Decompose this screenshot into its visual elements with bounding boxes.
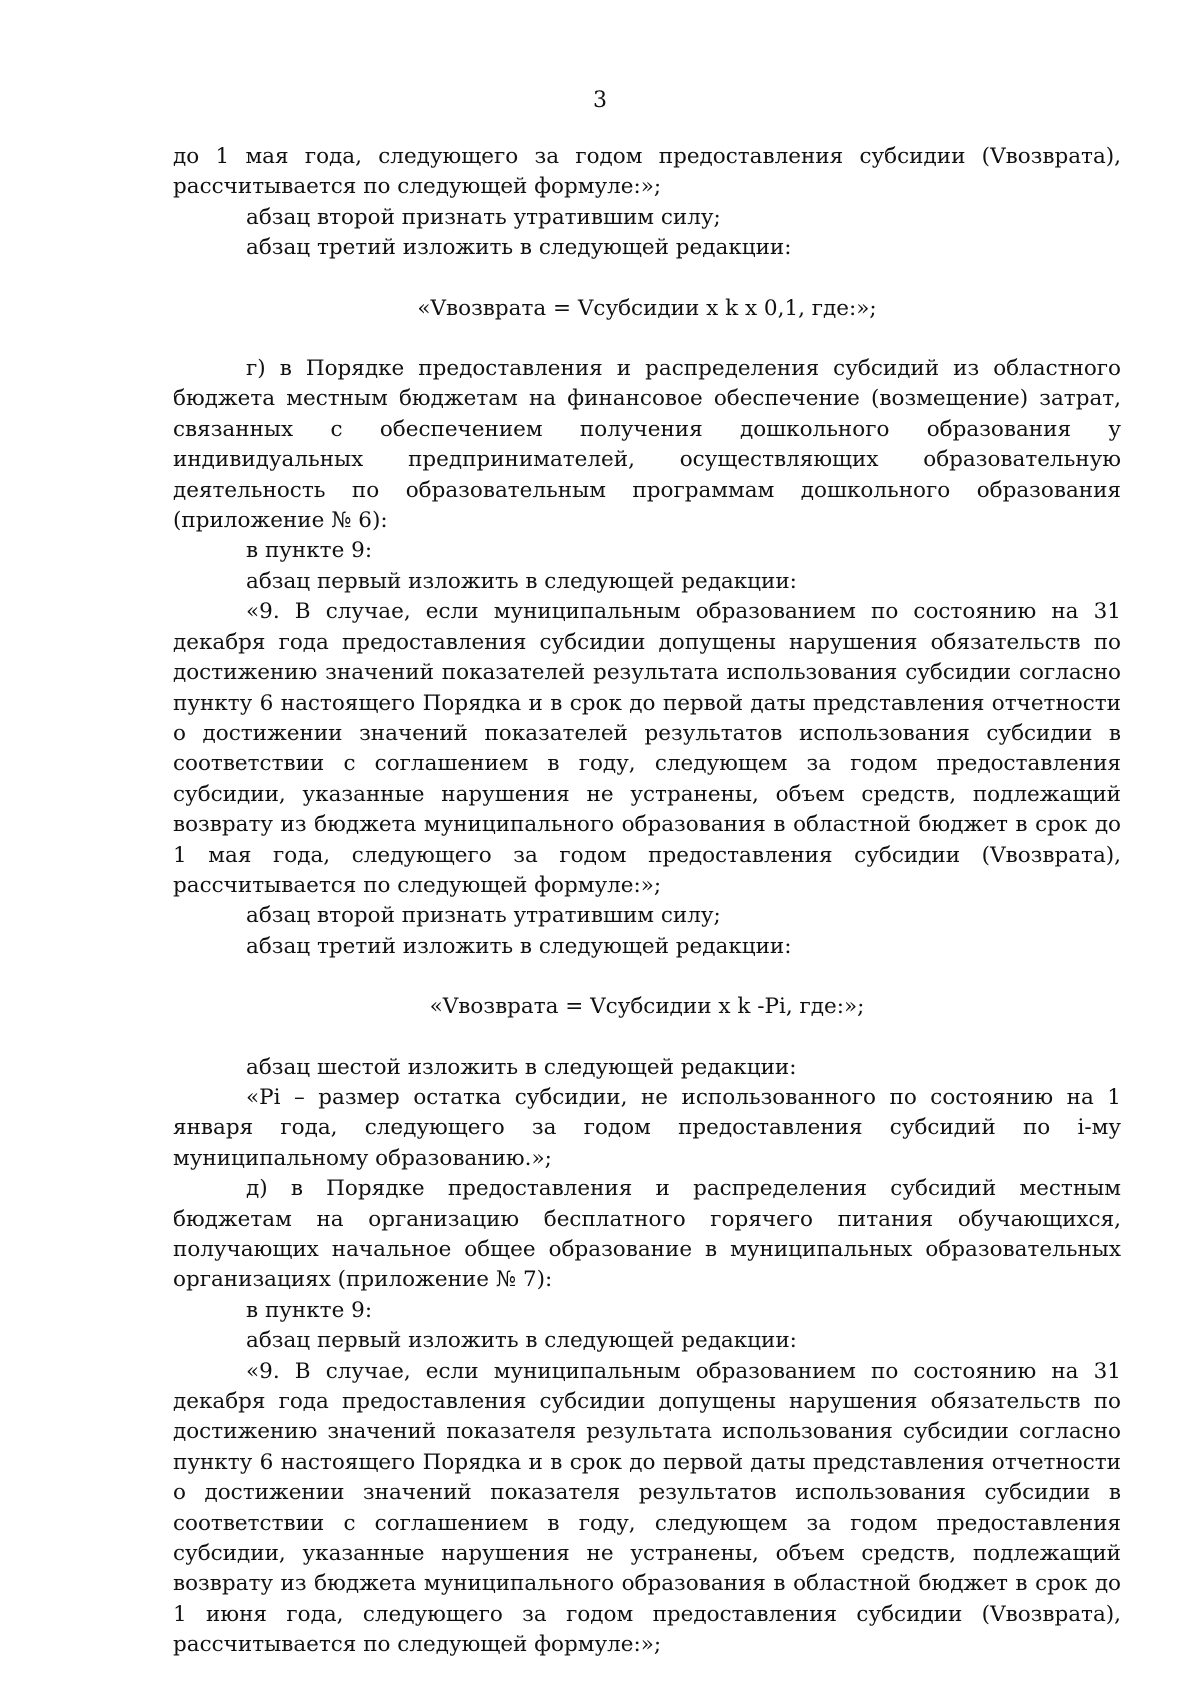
paragraph-amend-third: абзац третий изложить в следующей редакции: — [246, 235, 792, 261]
paragraph-amend-sixth: абзац шестой изложить в следующей редакции: — [246, 1054, 797, 1080]
paragraph-amend-first: абзац первый изложить в следующей редакции: — [246, 568, 797, 594]
paragraph-pi-definition: «Pi – размер остатка субсидии, не использованного по состоянию на 1 января года, следующего за годом предоставления субсидий по i-му муниципальному образованию.»; — [173, 1084, 1121, 1171]
paragraph-item-d: д) в Порядке предоставления и распределения субсидий местным бюджетам на организацию бесплатного горячего питания обучающихся, получающих начальное общее образование в муниципальных образовательных организациях (приложение № 7): — [173, 1176, 1121, 1293]
paragraph-point-9: в пункте 9: — [246, 1297, 373, 1323]
paragraph-continuation: до 1 мая года, следующего за годом предоставления субсидии (Vвозврата), рассчитывается по следующей формуле:»; — [173, 144, 1121, 200]
paragraph-repeal-second: абзац второй признать утратившим силу; — [246, 204, 721, 230]
paragraph-repeal-second: абзац второй признать утратившим силу; — [246, 903, 721, 929]
paragraph-item-g: г) в Порядке предоставления и распределения субсидий из областного бюджета местным бюджетам на финансовое обеспечение (возмещение) затрат, связанных с обеспечением получения дошкольного образования у индивидуальных предпринимателей, осуществляющих образовательную деятельность по образовательным программам дошкольного образования (приложение № 6): — [173, 356, 1121, 534]
formula-line: «Vвозврата = Vсубсидии x k -Pi, где:»; — [429, 994, 865, 1020]
paragraph-point-9: в пункте 9: — [246, 538, 373, 564]
paragraph-clause-9: «9. В случае, если муниципальным образованием по состоянию на 31 декабря года предоставления субсидии допущены нарушения обязательств по достижению значений показателей результата использования субсидии согласно пункту 6 настоящего Порядка и в срок до первой даты представления отчетности о достижении значений показателей результатов использования субсидии в соответствии с соглашением в году, следующем за годом предоставления субсидии, указанные нарушения не устранены, объем средств, подлежащий возврату из бюджета муниципального образования в областной бюджет в срок до 1 мая года, следующего за годом предоставления субсидии (Vвозврата), рассчитывается по следующей формуле:»; — [173, 599, 1121, 898]
paragraph-clause-9: «9. В случае, если муниципальным образованием по состоянию на 31 декабря года предоставления субсидии допущены нарушения обязательств по достижению значений показателя результата использования субсидии согласно пункту 6 настоящего Порядка и в срок до первой даты представления отчетности о достижении значений показателя результатов использования субсидии в соответствии с соглашением в году, следующем за годом предоставления субсидии, указанные нарушения не устранены, объем средств, подлежащий возврату из бюджета муниципального образования в областной бюджет в срок до 1 июня года, следующего за годом предоставления субсидии (Vвозврата), рассчитывается по следующей формуле:»; — [173, 1358, 1121, 1658]
paragraph-amend-first: абзац первый изложить в следующей редакции: — [246, 1328, 797, 1354]
page-number: 3 — [593, 88, 607, 113]
document-body — [173, 142, 1121, 1661]
paragraph-amend-third: абзац третий изложить в следующей редакции: — [246, 933, 792, 959]
formula-line: «Vвозврата = Vсубсидии x k x 0,1, где:»; — [417, 295, 877, 321]
